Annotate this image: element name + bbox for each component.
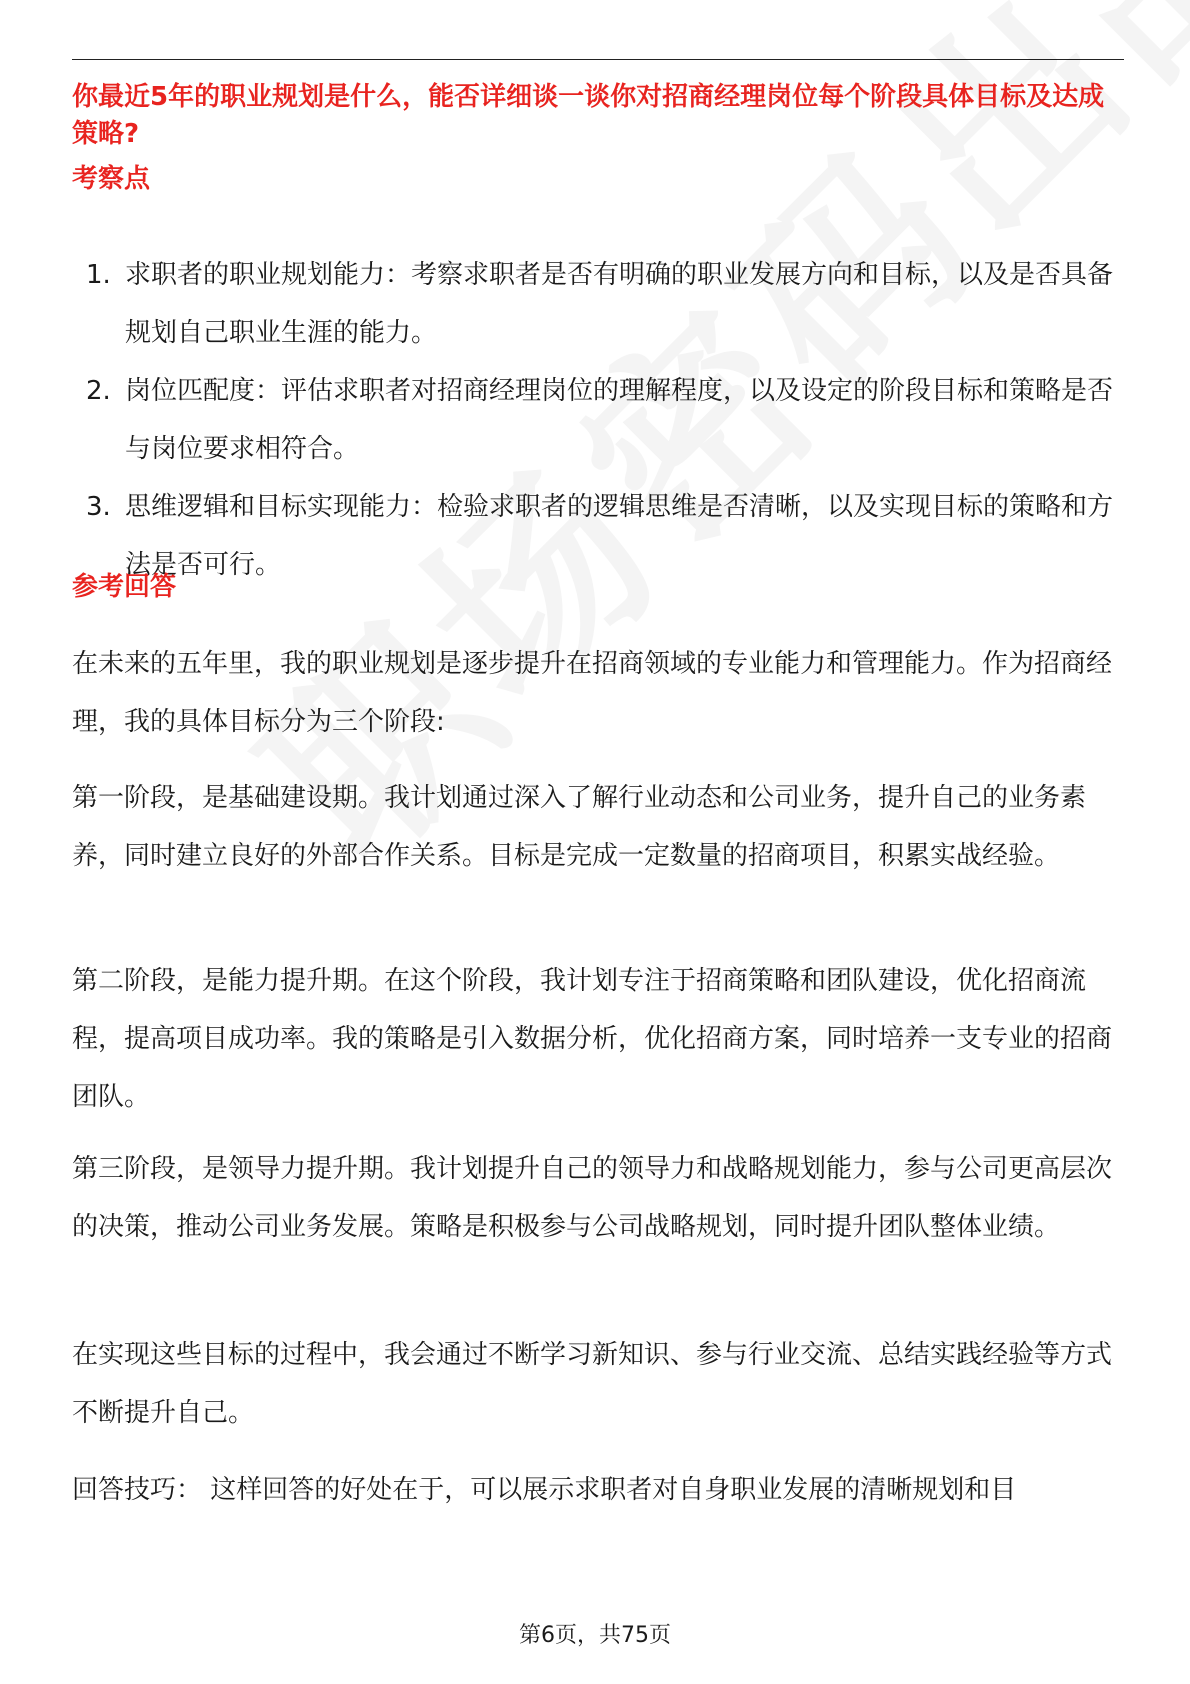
list-item-number: 3. [86,492,111,522]
question-title: 你最近5年的职业规划是什么，能否详细谈一谈你对招商经理岗位每个阶段具体目标及达成策略? [72,82,1105,149]
page-number: 第6页，共75页 [519,1623,671,1648]
answer-heading: 参考回答 [72,572,177,602]
assessment-points-list [72,246,1124,594]
list-item-number: 1. [86,260,111,290]
answer-tips: 回答技巧： 这样回答的好处在于，可以展示求职者对自身职业发展的清晰规划和目 [72,1475,1017,1505]
points-heading: 考察点 [72,164,151,194]
answer-paragraph: 第二阶段，是能力提升期。在这个阶段，我计划专注于招商策略和团队建设，优化招商流程，提高项目成功率。我的策略是引入数据分析，优化招商方案，同时培养一支专业的招商团队。 [72,966,1113,1112]
answer-paragraph: 在实现这些目标的过程中，我会通过不断学习新知识、参与行业交流、总结实践经验等方式不断提升自己。 [72,1340,1113,1428]
list-item-text: 思维逻辑和目标实现能力：检验求职者的逻辑思维是否清晰，以及实现目标的策略和方法是否可行。 [125,492,1114,580]
answer-paragraph: 第一阶段，是基础建设期。我计划通过深入了解行业动态和公司业务，提升自己的业务素养，同时建立良好的外部合作关系。目标是完成一定数量的招商项目，积累实战经验。 [72,783,1087,871]
list-item-text: 求职者的职业规划能力：考察求职者是否有明确的职业发展方向和目标，以及是否具备规划自己职业生涯的能力。 [125,260,1114,348]
header-rule [72,59,1124,60]
list-item [72,362,1124,478]
answer-paragraph: 第三阶段，是领导力提升期。我计划提升自己的领导力和战略规划能力，参与公司更高层次的决策，推动公司业务发展。策略是积极参与公司战略规划，同时提升团队整体业绩。 [72,1154,1113,1242]
list-item [72,478,1124,594]
answer-paragraph: 在未来的五年里，我的职业规划是逐步提升在招商领域的专业能力和管理能力。作为招商经理，我的具体目标分为三个阶段: [72,649,1113,737]
list-item [72,246,1124,362]
list-item-text: 岗位匹配度：评估求职者对招商经理岗位的理解程度，以及设定的阶段目标和策略是否与岗位要求相符合。 [125,376,1114,464]
list-item-number: 2. [86,376,111,406]
